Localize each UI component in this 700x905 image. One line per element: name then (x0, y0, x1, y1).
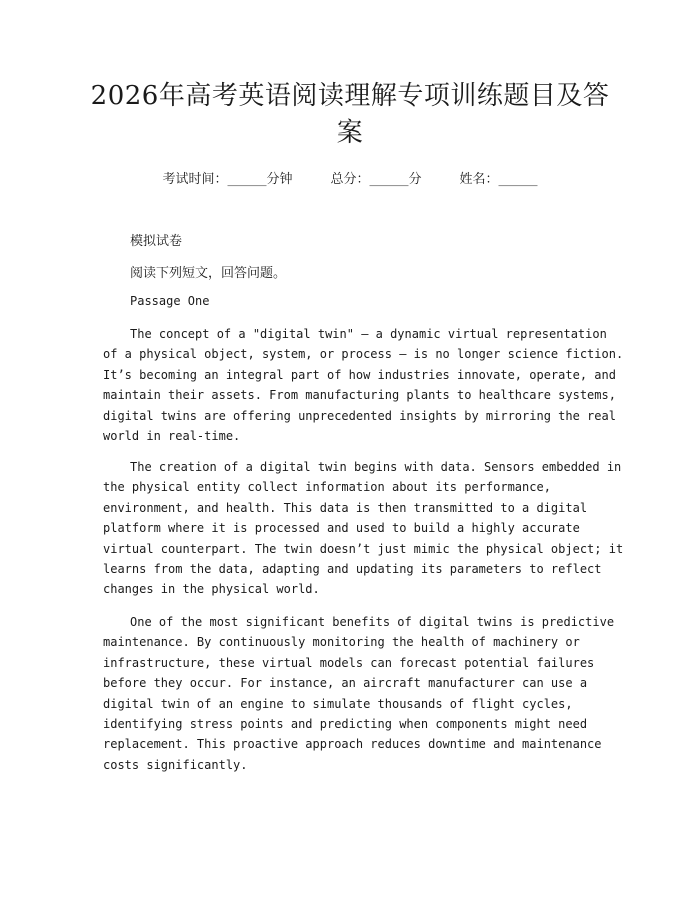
exam-time-field: 考试时间：______分钟 (162, 172, 293, 187)
paragraph-line: The creation of a digital twin begins with data. Sensors embedded in (130, 460, 622, 474)
paragraph-line: identifying stress points and predicting when components might need (103, 717, 588, 732)
passage-heading: Passage One (130, 294, 210, 308)
paragraph-line: replacement. This proactive approach reduces downtime and maintenance (103, 737, 602, 752)
paragraph-line: The concept of a "digital twin" – a dynamic virtual representation (130, 327, 607, 341)
paragraph-line: world in real-time. (103, 429, 241, 444)
paragraph-line: platform where it is processed and used to build a highly accurate (103, 521, 580, 536)
paragraph-line: learns from the data, adapting and updating its parameters to reflect (103, 562, 602, 577)
paragraph-line: before they occur. For instance, an aircraft manufacturer can use a (103, 676, 588, 691)
paragraph-line: infrastructure, these virtual models can forecast potential failures (103, 655, 595, 670)
title-line-1: 2026年高考英语阅读理解专项训练题目及答 (90, 81, 610, 111)
paragraph-line: costs significantly. (103, 757, 248, 772)
passage-paragraph-3 (103, 612, 615, 775)
reading-instruction: 阅读下列短文，回答问题。 (130, 266, 287, 281)
paragraph-line: digital twins are offering unprecedented insights by mirroring the real (103, 408, 616, 423)
passage-paragraph-2 (103, 457, 624, 600)
paragraph-line: One of the most significant benefits of digital twins is predictive (130, 615, 615, 629)
paragraph-line: It’s becoming an integral part of how industries innovate, operate, and (103, 367, 616, 382)
total-score-field: 总分：______分 (330, 172, 422, 187)
paragraph-line: environment, and health. This data is then transmitted to a digital (103, 500, 588, 515)
passage-paragraph-1 (103, 324, 624, 446)
paragraph-line: maintenance. By continuously monitoring the health of machinery or (103, 635, 580, 650)
paragraph-line: the physical entity collect information about its performance, (103, 480, 551, 495)
paragraph-line: virtual counterpart. The twin doesn’t just mimic the physical object; it (103, 541, 624, 556)
student-name-field: 姓名：______ (459, 172, 538, 187)
paragraph-line: digital twin of an engine to simulate thousands of flight cycles, (103, 696, 573, 711)
paragraph-line: changes in the physical world. (103, 582, 320, 597)
title-line-2: 案 (336, 118, 364, 148)
document-title (90, 78, 610, 152)
paragraph-line: maintain their assets. From manufacturing plants to healthcare systems, (103, 388, 616, 403)
section-label: 模拟试卷 (130, 234, 183, 249)
exam-info-row (0, 168, 700, 187)
paragraph-line: of a physical object, system, or process – is no longer science fiction. (103, 347, 624, 362)
